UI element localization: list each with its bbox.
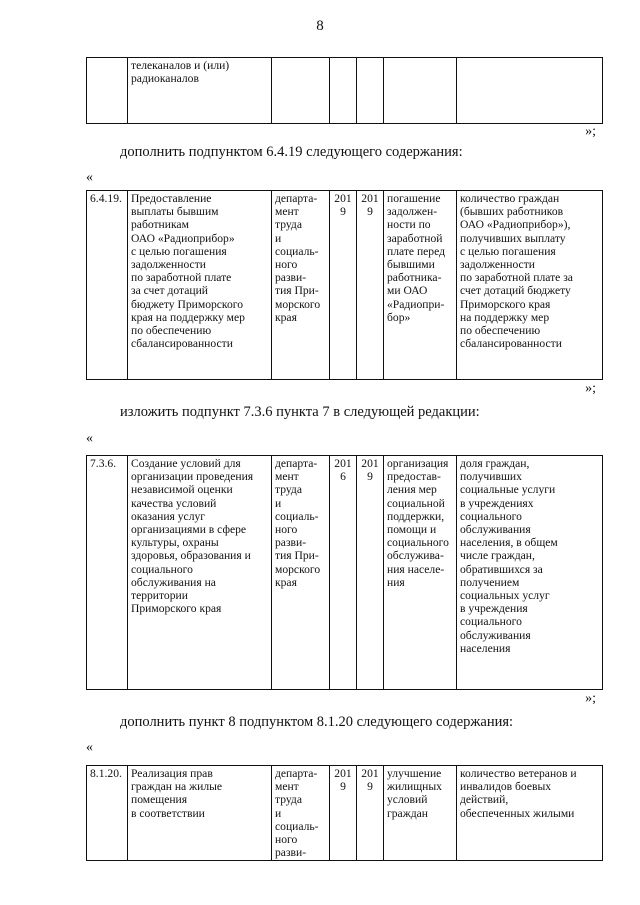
item-number: 6.4.19. <box>87 191 128 380</box>
item-name: Создание условий для организации проведения независимой оценки качества условий оказания услуг организациями в сфере культуры, охраны здоровья, образования и социального обслуживания на территории Приморского края <box>128 456 272 690</box>
item-executor <box>272 58 330 124</box>
item-name: Предоставление выплаты бывшим работникам ОАО «Радиоприбор» с целью погашения задолженности по заработной плате за счет дотаций бюджету Приморского края на поддержку мер по обеспечению сбалансированности <box>128 191 272 380</box>
instruction-paragraph-1: дополнить подпунктом 6.4.19 следующего содержания: <box>120 144 463 160</box>
item-executor: департа- мент труда и социаль- ного разви- тия При- морского края <box>272 191 330 380</box>
opening-quote-1: « <box>86 170 93 185</box>
item-number <box>87 58 128 124</box>
item-name: Реализация прав граждан на жилые помещения в соответствии <box>128 766 272 861</box>
table-item-8-1-20 <box>86 765 603 861</box>
closing-quote-3: »; <box>585 691 596 706</box>
item-year-start <box>330 58 357 124</box>
item-indicator: количество граждан (бывших работников ОАО «Радиоприбор»), получивших выплату с целью погашения задолженности по заработной плате за счет дотаций бюджету Приморского края на поддержку мер по обеспечению сбалансированности <box>457 191 603 380</box>
item-result: улучшение жилищных условий граждан <box>384 766 457 861</box>
instruction-paragraph-3: дополнить пункт 8 подпунктом 8.1.20 следующего содержания: <box>120 714 514 730</box>
item-result: погашение задолжен- ности по заработной плате перед бывшими работника- ми ОАО «Радиопри- бор» <box>384 191 457 380</box>
item-executor: департа- мент труда и социаль- ного разви- тия При- морского края <box>272 456 330 690</box>
item-year-end: 2019 <box>357 191 384 380</box>
item-year-end: 2019 <box>357 766 384 861</box>
item-year-start: 2019 <box>330 766 357 861</box>
item-year-end <box>357 58 384 124</box>
page-number: 8 <box>316 18 324 34</box>
item-result: организация предостав- ления мер социальной поддержки, помощи и социального обслужива- ния населе- ния <box>384 456 457 690</box>
item-name: телеканалов и (или) радиоканалов <box>128 58 272 124</box>
item-year-start: 2016 <box>330 456 357 690</box>
item-executor: департа- мент труда и социаль- ного разви- <box>272 766 330 861</box>
item-indicator <box>457 58 603 124</box>
table-row <box>87 456 603 690</box>
table-item-6-4-19 <box>86 190 603 380</box>
table-fragment-0 <box>86 57 603 124</box>
item-indicator: количество ветеранов и инвалидов боевых действий, обеспеченных жилыми <box>457 766 603 861</box>
opening-quote-2: « <box>86 431 93 446</box>
item-year-end: 2019 <box>357 456 384 690</box>
item-result <box>384 58 457 124</box>
table-row <box>87 191 603 380</box>
item-number: 8.1.20. <box>87 766 128 861</box>
item-indicator: доля граждан, получивших социальные услуги в учреждениях социального обслуживания населения, в общем числе граждан, обратившихся за получением социальных услуг в учреждения социального обслуживания населения <box>457 456 603 690</box>
instruction-paragraph-2: изложить подпункт 7.3.6 пункта 7 в следующей редакции: <box>120 404 480 420</box>
closing-quote-2: »; <box>585 381 596 396</box>
item-year-start: 2019 <box>330 191 357 380</box>
opening-quote-3: « <box>86 740 93 755</box>
closing-quote-1: »; <box>585 124 596 139</box>
item-number: 7.3.6. <box>87 456 128 690</box>
table-item-7-3-6 <box>86 455 603 690</box>
table-row <box>87 766 603 861</box>
table-row <box>87 58 603 124</box>
